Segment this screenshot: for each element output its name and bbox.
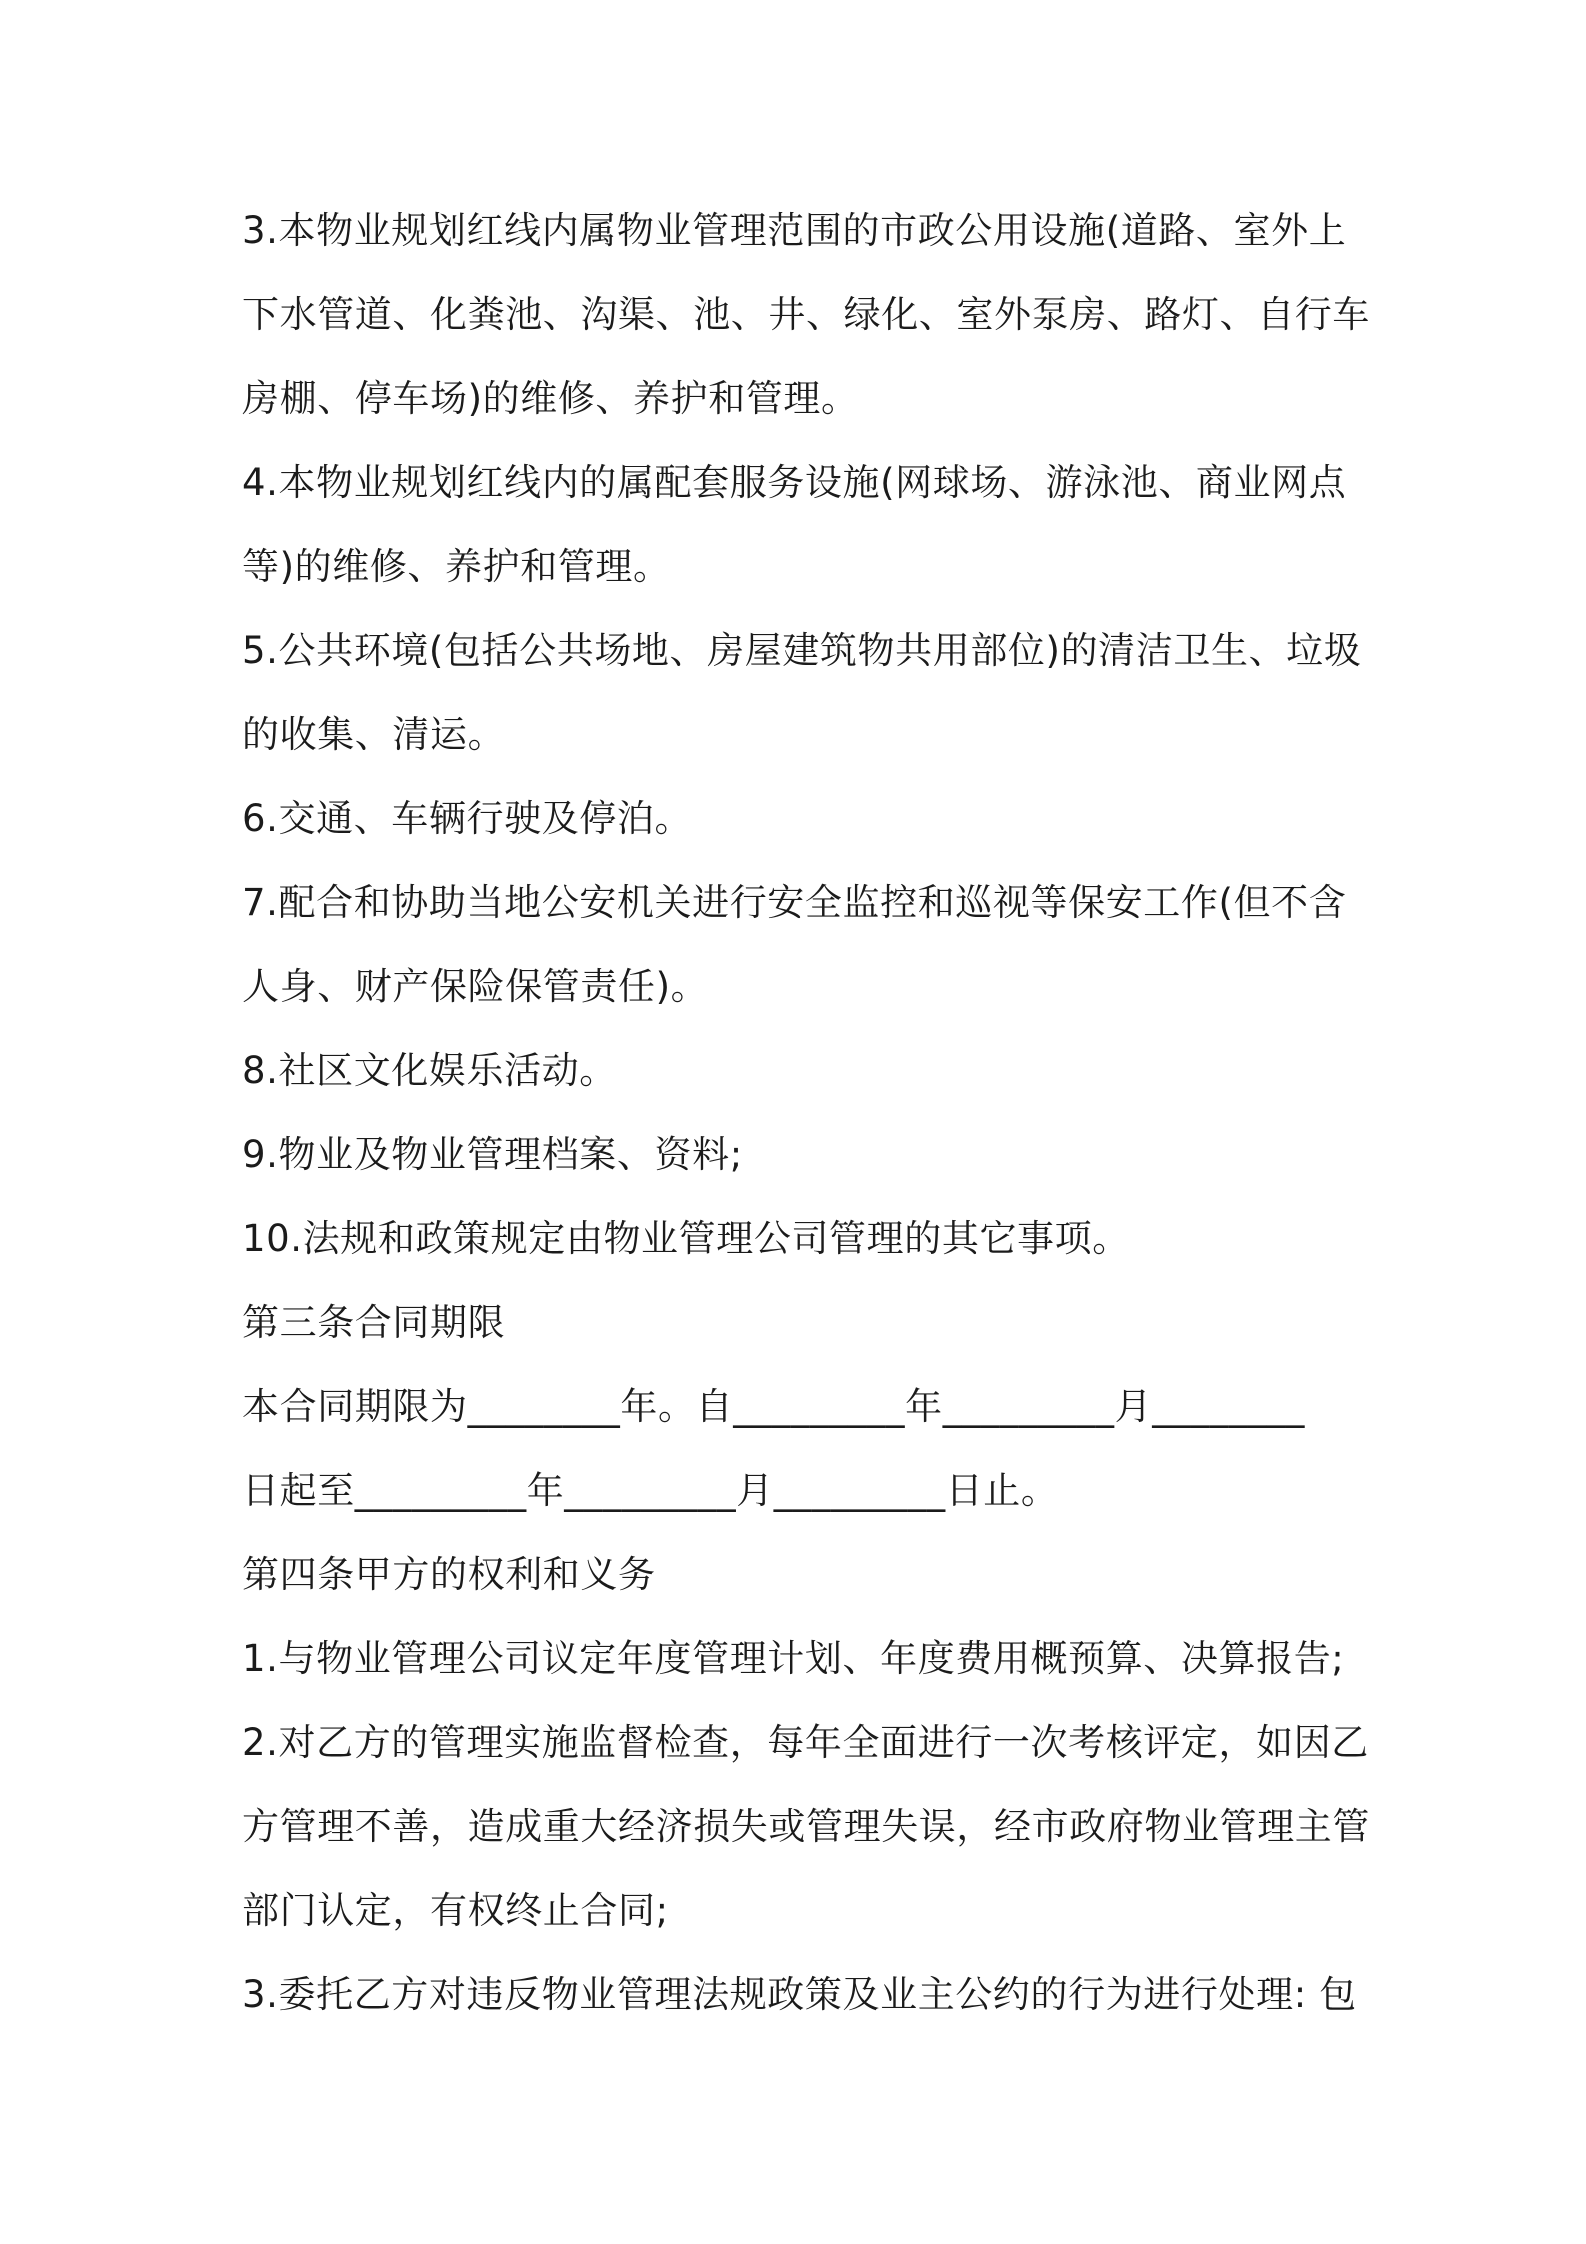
text-line: 8.社区文化娱乐活动。 [242,1049,617,1092]
text-line: 3.本物业规划红线内属物业管理范围的市政公用设施(道路、室外上 [242,209,1347,252]
text-line: 部门认定，有权终止合同; [242,1889,669,1932]
text-line: 7.配合和协助当地公安机关进行安全监控和巡视等保安工作(但不含 [242,881,1347,924]
text-line: 3.委托乙方对违反物业管理法规政策及业主公约的行为进行处理: 包 [242,1973,1357,2016]
text-line: 5.公共环境(包括公共场地、房屋建筑物共用部位)的清洁卫生、垃圾 [242,629,1362,672]
text-line: 1.与物业管理公司议定年度管理计划、年度费用概预算、决算报告; [242,1637,1345,1680]
text-line: 10.法规和政策规定由物业管理公司管理的其它事项。 [242,1217,1130,1260]
text-line: 日起至_________年_________月_________日止。 [242,1469,1059,1512]
contract-body [242,200,1370,2048]
text-line: 本合同期限为________年。自_________年_________月________ [242,1385,1305,1428]
section-heading: 第四条甲方的权利和义务 [242,1553,656,1596]
text-line: 6.交通、车辆行驶及停泊。 [242,797,693,840]
text-line: 下水管道、化粪池、沟渠、池、井、绿化、室外泵房、路灯、自行车 [242,293,1370,336]
text-line: 人身、财产保险保管责任)。 [242,965,709,1008]
text-line: 等)的维修、养护和管理。 [242,545,671,588]
text-line: 房棚、停车场)的维修、养护和管理。 [242,377,859,420]
text-line: 4.本物业规划红线内的属配套服务设施(网球场、游泳池、商业网点 [242,461,1347,504]
text-line: 9.物业及物业管理档案、资料; [242,1133,743,1176]
text-line: 方管理不善，造成重大经济损失或管理失误，经市政府物业管理主管 [242,1805,1370,1848]
text-line: 2.对乙方的管理实施监督检查，每年全面进行一次考核评定，如因乙 [242,1721,1369,1764]
text-line: 的收集、清运。 [242,713,506,756]
section-heading: 第三条合同期限 [242,1301,506,1344]
